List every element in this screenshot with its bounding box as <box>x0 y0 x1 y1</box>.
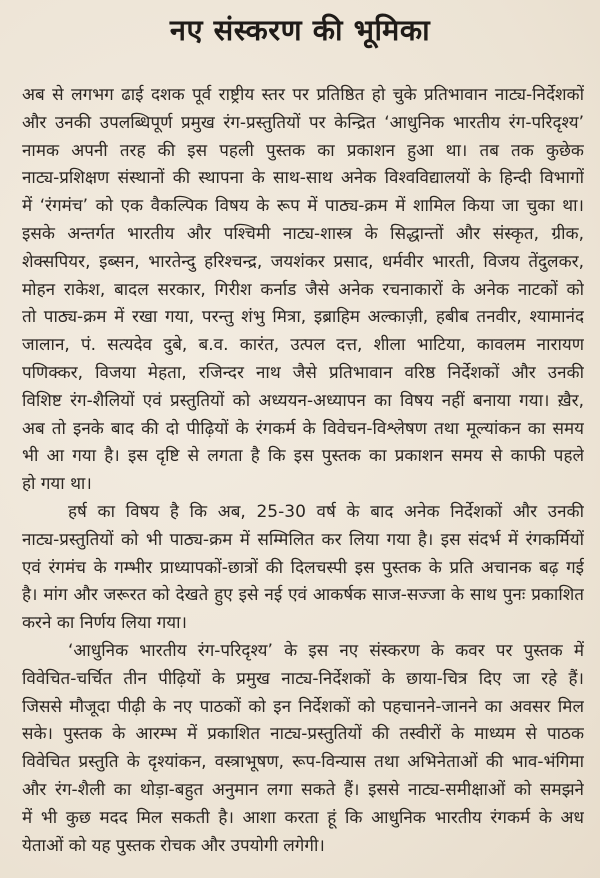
text-line: विशिष्ट रंग-शैलियों एवं प्रस्तुतियों को अध्ययन-अध्यापन का विषय नहीं बनाया गया। ख़ैर, <box>22 390 584 411</box>
text-line: ‘आधुनिक भारतीय रंग-परिदृश्य’ के इस नए संस्करण के कवर पर पुस्तक में <box>68 640 584 661</box>
text-line: एवं रंगमंच के गम्भीर प्राध्यापकों-छात्रों की दिलचस्पी इस पुस्तक के प्रति अचानक बढ़ गई <box>22 557 584 578</box>
text-line: पणिक्कर, विजया मेहता, रजिन्दर नाथ जैसे प्रतिभावान वरिष्ठ निर्देशकों और उनकी <box>22 362 584 383</box>
text-line: भी आ गया है। इस दृष्टि से लगता है कि इस पुस्तक का प्रकाशन समय से काफी पहले <box>22 446 584 467</box>
paragraph <box>22 82 584 499</box>
text-line: विवेचित प्रस्तुति के दृश्यांकन, वस्त्राभूषण, रूप-विन्यास तथा अभिनेताओं की भाव-भंगिमा <box>22 752 584 773</box>
text-line: करने का निर्णय लिया गया। <box>22 613 187 634</box>
text-line: हो गया था। <box>22 474 92 495</box>
text-line: शेक्सपियर, इब्सन, भारतेन्दु हरिश्चन्द्र, जयशंकर प्रसाद, धर्मवीर भारती, विजय तेंदुलकर, <box>22 251 584 272</box>
text-line: जालान, पं. सत्यदेव दुबे, ब.व. कारंत, उत्पल दत्त, शीला भाटिया, कावलम नारायण <box>22 335 584 356</box>
text-line: अब से लगभग ढाई दशक पूर्व राष्ट्रीय स्तर पर प्रतिष्ठित हो चुके प्रतिभावान नाट्य-निर्देशकों <box>22 85 584 105</box>
text-line: अब तो इनके बाद की दो पीढ़ियों के रंगकर्म के विवेचन-विश्लेषण तथा मूल्यांकन का समय <box>22 418 584 439</box>
text-line: हर्ष का विषय है कि अब, 25-30 वर्ष के बाद अनेक निर्देशकों और उनकी <box>68 501 584 522</box>
text-line: में भी कुछ मदद मिल सकती है। आशा करता हूं कि आधुनिक भारतीय रंगकर्म के अध <box>22 807 584 828</box>
text-line: सके। पुस्तक के आरम्भ में प्रकाशित नाट्य-प्रस्तुतियों की तस्वीरों के माध्यम से पाठक <box>22 724 584 745</box>
text-line: नाट्य-प्रशिक्षण संस्थानों की स्थापना के साथ-साथ अनेक विश्वविद्यालयों के हिन्दी विभागों <box>22 168 584 189</box>
text-line: में ‘रंगमंच’ को एक वैकल्पिक विषय के रूप में पाठ्य-क्रम में शामिल किया जा चुका था। <box>22 196 584 217</box>
text-line: जिससे मौजूदा पीढ़ी के नए पाठकों को इन निर्देशकों को पहचानने-जानने का अवसर मिल <box>22 696 584 717</box>
text-line: इसके अन्तर्गत भारतीय और पश्चिमी नाट्य-शास्त्र के सिद्धान्तों और संस्कृत, ग्रीक, <box>22 223 584 244</box>
text-line: है। मांग और जरूरत को देखते हुए इसे नई एवं आकर्षक साज-सज्जा के साथ पुनः प्रकाशित <box>22 585 584 606</box>
text-line: और रंग-शैली का थोड़ा-बहुत अनुमान लगा सकते हैं। इससे नाट्य-समीक्षाओं को समझने <box>22 779 584 800</box>
text-line: तो पाठ्य-क्रम में रखा गया, परन्तु शंभु मित्रा, इब्राहिम अल्काज़ी, हबीब तनवीर, श्यामानंद <box>22 307 584 328</box>
text-line: येताओं को यह पुस्तक रोचक और उपयोगी लगेगी। <box>22 835 325 856</box>
paragraph <box>22 499 584 638</box>
text-line: नाट्य-प्रस्तुतियों को भी पाठ्य-क्रम में सम्मिलित कर लिया गया है। इस संदर्भ में रंगकर्मियों <box>22 529 584 550</box>
document-body <box>22 82 584 860</box>
text-line: विवेचित-चर्चित तीन पीढ़ियों के प्रमुख नाट्य-निर्देशकों के छाया-चित्र दिए जा रहे हैं। <box>22 668 584 689</box>
paragraph <box>22 638 584 860</box>
page-title: नए संस्करण की भूमिका <box>169 13 431 47</box>
text-line: और उनकी उपलब्धिपूर्ण प्रमुख रंग-प्रस्तुतियों पर केन्द्रित ‘आधुनिक भारतीय रंग-परिदृश्य’ <box>22 112 584 133</box>
text-line: मोहन राकेश, बादल सरकार, गिरीश कर्नाड जैसे अनेक रचनाकारों के अनेक नाटकों को <box>22 279 584 300</box>
text-line: नामक अपनी तरह की इस पहली पुस्तक का प्रकाशन हुआ था। तब तक कुछेक <box>22 140 584 161</box>
